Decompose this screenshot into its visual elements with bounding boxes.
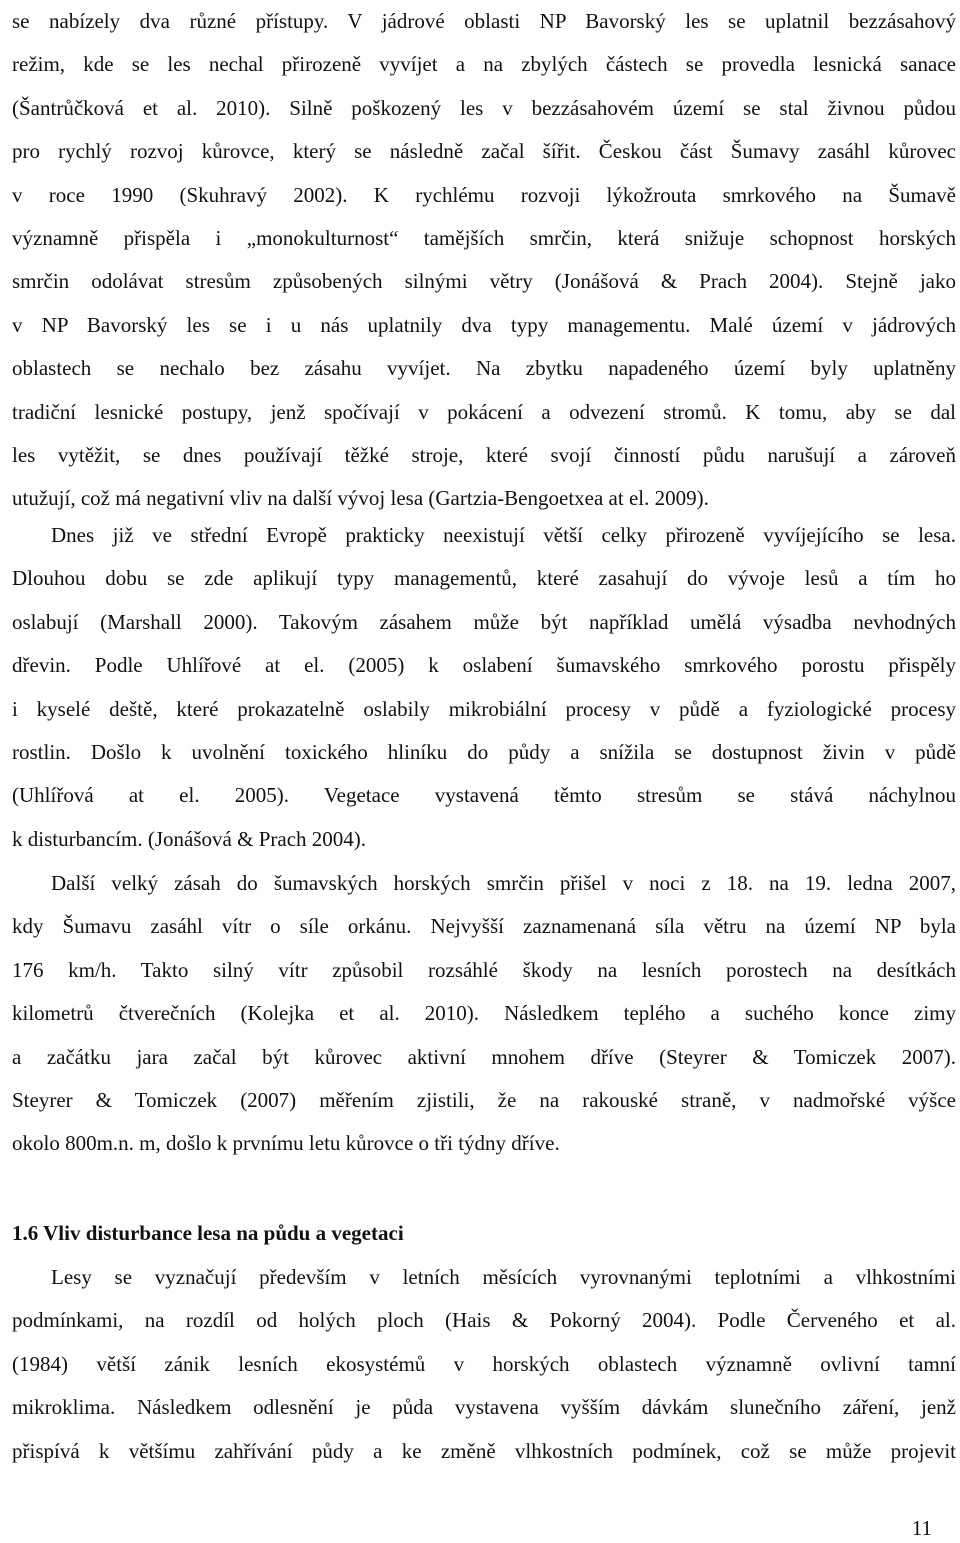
text-line: utužují, což má negativní vliv na další vývoj lesa (Gartzia-Bengoetxea at el. 2009). xyxy=(12,486,709,511)
text-line: (Šantrůčková et al. 2010). Silně poškozený les v bezzásahovém území se stal živnou půdou xyxy=(12,95,956,120)
text-line: Další velký zásah do šumavských horských smrčin přišel v noci z 18. na 19. ledna 2007, xyxy=(51,871,956,895)
text-line: Lesy se vyznačují především v letních měsících vyrovnanými teplotními a vlhkostními xyxy=(51,1265,956,1289)
text-line: významně přispěla i „monokulturnost“ tamějších smrčin, která snižuje schopnost horských xyxy=(12,225,956,250)
paragraph-3 xyxy=(12,862,956,1166)
text-line: pro rychlý rozvoj kůrovce, který se následně začal šířit. Českou část Šumavy zasáhl kůrovec xyxy=(12,139,956,164)
text-line: se nabízely dva různé přístupy. V jádrové oblasti NP Bavorský les se uplatnil bezzásahový xyxy=(12,9,956,33)
text-line: v roce 1990 (Skuhravý 2002). K rychlému rozvoji lýkožrouta smrkového na Šumavě xyxy=(12,182,956,207)
text-line: smrčin odolávat stresům způsobených silnými větry (Jonášová & Prach 2004). Stejně jako xyxy=(12,269,956,294)
section-heading: 1.6 Vliv disturbance lesa na půdu a vegetaci xyxy=(12,1221,404,1245)
text-line: v NP Bavorský les se i u nás uplatnily dva typy managementu. Malé území v jádrových xyxy=(12,312,956,337)
text-line: oslabují (Marshall 2000). Takovým zásahem může být například umělá výsadba nevhodných xyxy=(12,609,956,634)
text-line: (1984) větší zánik lesních ekosystémů v horských oblastech významně ovlivní tamní xyxy=(12,1351,956,1376)
text-line: kdy Šumavu zasáhl vítr o síle orkánu. Nejvyšší zaznamenaná síla větru na území NP byla xyxy=(12,914,956,939)
paragraph-2 xyxy=(12,514,956,861)
text-line: tradiční lesnické postupy, jenž spočívají v pokácení a odvezení stromů. K tomu, aby se dal xyxy=(12,399,956,424)
text-line: 176 km/h. Takto silný vítr způsobil rozsáhlé škody na lesních porostech na desítkách xyxy=(12,957,956,982)
text-line: k disturbancím. (Jonášová & Prach 2004). xyxy=(12,826,367,851)
text-line: rostlin. Došlo k uvolnění toxického hliníku do půdy a snížila se dostupnost živin v půdě xyxy=(12,739,956,764)
text-line: přispívá k většímu zahřívání půdy a ke změně vlhkostních podmínek, což se může projevit xyxy=(12,1438,956,1463)
text-line: Steyrer & Tomiczek (2007) měřením zjistili, že na rakouské straně, v nadmořské výšce xyxy=(12,1087,956,1112)
text-line: (Uhlířová at el. 2005). Vegetace vystavená těmto stresům se stává náchylnou xyxy=(12,783,956,808)
text-line: okolo 800m.n. m, došlo k prvnímu letu kůrovce o tři týdny dříve. xyxy=(12,1131,560,1156)
text-line: i kyselé deště, které prokazatelně oslabily mikrobiální procesy v půdě a fyziologické procesy xyxy=(12,696,956,721)
paragraph-1 xyxy=(12,0,956,521)
section-paragraph xyxy=(12,1256,956,1473)
text-line: dřevin. Podle Uhlířové at el. (2005) k oslabení šumavského smrkového porostu přispěly xyxy=(12,653,956,678)
text-line: a začátku jara začal být kůrovec aktivní mnohem dříve (Steyrer & Tomiczek 2007). xyxy=(12,1044,956,1069)
text-line: kilometrů čtverečních (Kolejka et al. 2010). Následkem teplého a suchého konce zimy xyxy=(12,1001,956,1026)
text-line: les vytěžit, se dnes používají těžké stroje, které svojí činností půdu narušují a zároveň xyxy=(12,442,956,467)
text-line: podmínkami, na rozdíl od holých ploch (Hais & Pokorný 2004). Podle Červeného et al. xyxy=(12,1308,956,1333)
page-number: 11 xyxy=(911,1516,932,1540)
text-line: mikroklima. Následkem odlesnění je půda vystavena vyšším dávkám slunečního záření, jenž xyxy=(12,1395,956,1420)
text-line: režim, kde se les nechal přirozeně vyvíjet a na zbylých částech se provedla lesnická sanace xyxy=(12,52,956,77)
text-line: Dnes již ve střední Evropě prakticky neexistují větší celky přirozeně vyvíjejícího se lesa. xyxy=(51,523,956,547)
text-line: Dlouhou dobu se zde aplikují typy managementů, které zasahují do vývoje lesů a tím ho xyxy=(12,566,956,591)
text-line: oblastech se nechalo bez zásahu vyvíjet. Na zbytku napadeného území byly uplatněny xyxy=(12,356,956,381)
